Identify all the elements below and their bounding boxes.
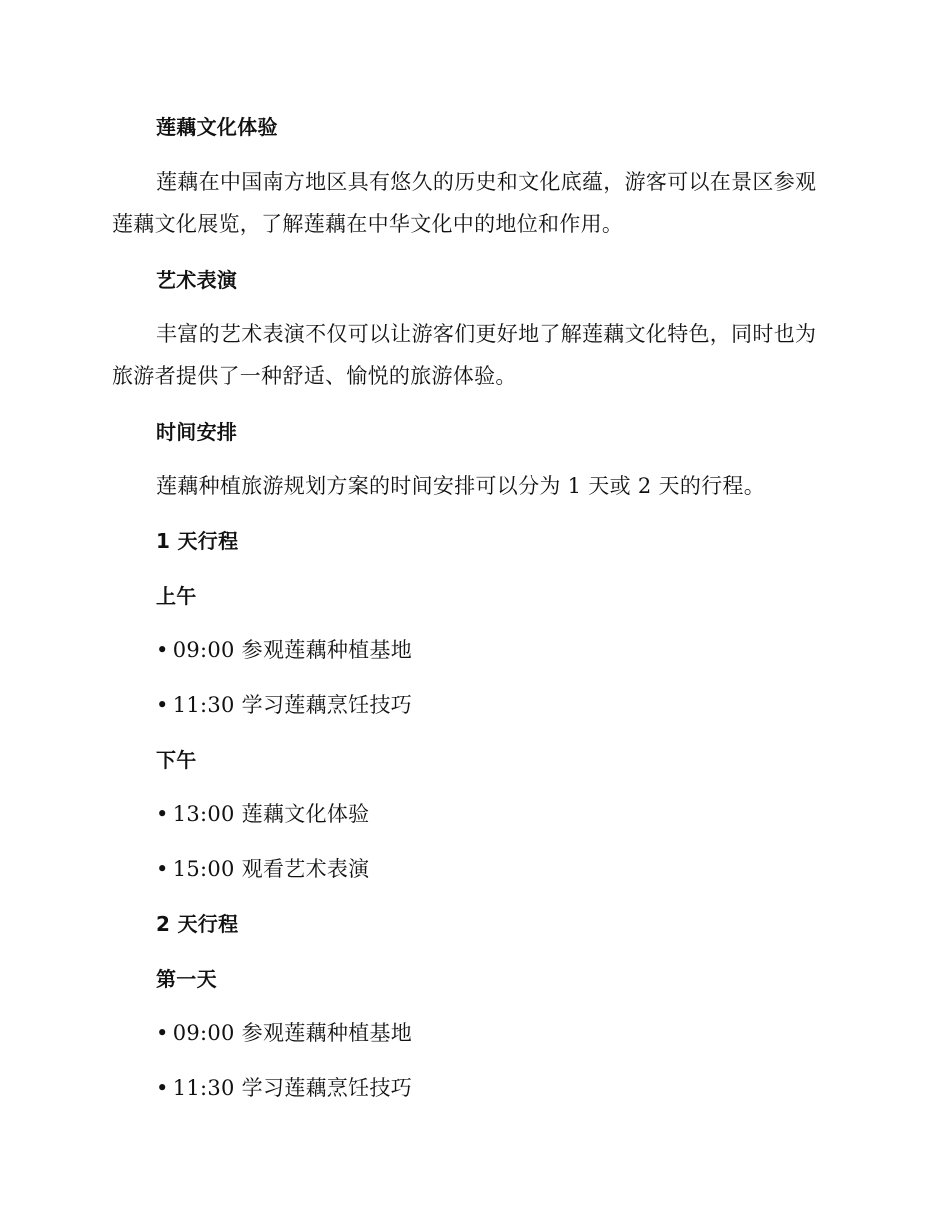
- list-item: [156, 691, 412, 719]
- culture-paragraph-line-1: 莲藕在中国南方地区具有悠久的历史和文化底蕴，游客可以在景区参观: [156, 170, 817, 194]
- list-item-text: 09:00 参观莲藕种植基地: [172, 638, 413, 662]
- section-heading-schedule: 时间安排: [156, 420, 238, 444]
- schedule-intro: 莲藕种植旅游规划方案的时间安排可以分为 1 天或 2 天的行程。: [156, 474, 766, 498]
- list-item: [156, 636, 412, 664]
- performance-paragraph-line-2: 旅游者提供了一种舒适、愉悦的旅游体验。: [112, 364, 517, 388]
- culture-paragraph-line-2: 莲藕文化展览，了解莲藕在中华文化中的地位和作用。: [112, 212, 624, 236]
- bullet-icon: •: [156, 802, 169, 826]
- list-item: [156, 855, 369, 883]
- list-item-text: 11:30 学习莲藕烹饪技巧: [172, 1076, 413, 1100]
- bullet-icon: •: [156, 1076, 169, 1100]
- list-item-text: 13:00 莲藕文化体验: [172, 802, 370, 826]
- section-heading-culture: 莲藕文化体验: [156, 115, 278, 139]
- one-day-afternoon-label: 下午: [156, 748, 197, 772]
- bullet-icon: •: [156, 857, 169, 881]
- performance-paragraph-line-1: 丰富的艺术表演不仅可以让游客们更好地了解莲藕文化特色，同时也为: [156, 322, 817, 346]
- two-day-day1-label: 第一天: [156, 967, 217, 991]
- one-day-morning-label: 上午: [156, 584, 197, 608]
- section-heading-performance: 艺术表演: [156, 268, 238, 292]
- bullet-icon: •: [156, 1021, 169, 1045]
- list-item-text: 15:00 观看艺术表演: [172, 857, 370, 881]
- list-item-text: 09:00 参观莲藕种植基地: [172, 1021, 413, 1045]
- list-item: [156, 1019, 412, 1047]
- list-item: [156, 1074, 412, 1102]
- bullet-icon: •: [156, 693, 169, 717]
- bullet-icon: •: [156, 638, 169, 662]
- list-item-text: 11:30 学习莲藕烹饪技巧: [172, 693, 413, 717]
- one-day-heading: 1 天行程: [156, 529, 239, 553]
- two-day-heading: 2 天行程: [156, 912, 239, 936]
- list-item: [156, 800, 369, 828]
